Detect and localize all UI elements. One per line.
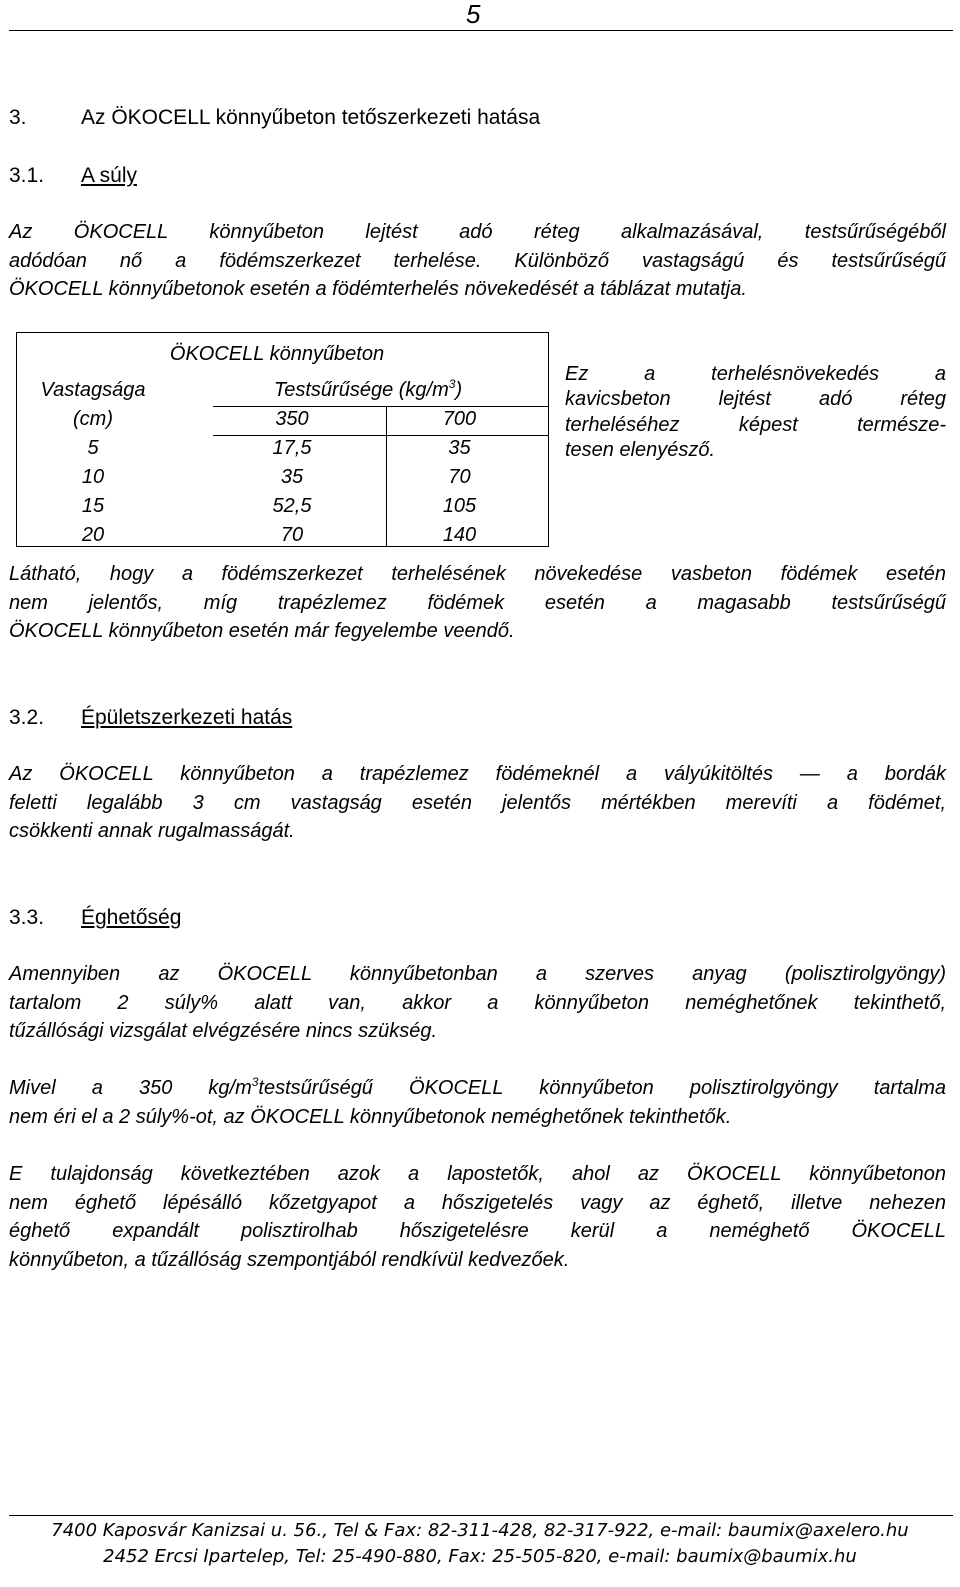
density-350-header: 350 (275, 408, 309, 430)
section-title: Az ÖKOCELL könnyűbeton tetőszerkezeti hatása (81, 106, 541, 129)
paragraph-line: Amennyiben az ÖKOCELL könnyűbetonban a szerves anyag (polisztirolgyöngy) (9, 963, 946, 985)
table-cell: 20 (81, 524, 105, 546)
table-cell: 140 (442, 524, 477, 546)
table-header-top: ÖKOCELL könnyűbeton (169, 343, 385, 365)
section-number: 3.1. (9, 164, 45, 187)
paragraph-line: nem jelentős, míg trapézlemez födémek esetén a magasabb testsűrűségű (9, 591, 946, 614)
thickness-header: Vastagsága (40, 379, 146, 401)
paragraph-line: tűzállósági vizsgálat elvégzésére nincs szükség. (9, 1020, 437, 1043)
paragraph-line: Mivel a 350 $kg/m^3testsűrűségű$ ÖKOCELL könnyűbeton polisztirolgyöngy tartalma (9, 1075, 947, 1099)
table-cell: 105 (442, 495, 477, 517)
paragraph-line: feletti legalább 3 cm vastagság esetén jelentős mértékben merevíti a födémet, (9, 791, 946, 814)
section-3-2-paragraph (9, 760, 946, 846)
table-cell: 70 (280, 524, 304, 546)
paragraph-line: nem éghető lépésálló kőzetgyapot a hőszigetelés vagy az éghető, illetve nehezen (9, 1191, 946, 1214)
section-3-2-heading (9, 706, 946, 730)
paragraph-line: adódóan nő a födémszerkezet terhelése. Különböző vastagságú és testsűrűségű (9, 249, 946, 272)
paragraph-line: Az ÖKOCELL könnyűbeton a trapézlemez födémeknél a vályúkitöltés — a bordák (9, 763, 946, 785)
load-table (16, 332, 549, 547)
thickness-unit: (cm) (73, 408, 113, 430)
paragraph-line: tartalom 2 súly% alatt van, akkor a könnyűbeton neméghetőnek tekinthető, (9, 991, 946, 1014)
footer-address-1: 7400 Kaposvár Kanizsai u. 56., Tel & Fax: 82-311-428, 82-317-922, e-mail: baumix@axelero.hu (51, 1520, 909, 1541)
density-header: Testsűrűsége $(kg/m^3)$ (273, 377, 463, 401)
paragraph-line: nem éri el a 2 súly%-ot, az ÖKOCELL könnyűbetonok neméghetőnek tekinthetők. (9, 1105, 732, 1128)
section-3-1-heading (9, 164, 946, 188)
table-cell: 35 (280, 466, 304, 488)
section-3-heading (9, 106, 946, 130)
table-cell: 15 (81, 495, 105, 517)
section-3-3-paragraph-3 (9, 1160, 946, 1274)
section-3-3-paragraph-1 (9, 960, 946, 1046)
paragraph-line: Az ÖKOCELL könnyűbeton lejtést adó réteg alkalmazásával, testsűrűségéből (9, 221, 946, 243)
footer-address-2: 2452 Ercsi Ipartelep, Tel: 25-490-880, Fax: 25-505-820, e-mail: baumix@baumix.hu (103, 1546, 857, 1567)
table-cell: 52,5 (272, 495, 312, 517)
conclusion-paragraph (9, 560, 946, 646)
table-cell: 17,5 (272, 437, 312, 459)
table-cell: 5 (87, 437, 99, 459)
section-title: Éghetőség (81, 906, 182, 929)
paragraph-line: ÖKOCELL könnyűbetonok esetén a födémterhelés növekedését a táblázat mutatja. (9, 278, 747, 301)
section-number: 3.3. (9, 906, 45, 929)
header-rule (9, 30, 953, 31)
section-3-3-paragraph-2 (9, 1074, 946, 1131)
density-700-header: 700 (442, 408, 477, 430)
side-note-line: Ez a terhelésnövekedés a (565, 363, 946, 385)
paragraph-line: Látható, hogy a födémszerkezet terhelésének növekedése vasbeton födémek esetén (9, 563, 946, 585)
paragraph-line: könnyűbeton, a tűzállóság szempontjából rendkívül kedvezőek. (9, 1248, 570, 1271)
table-cell: 35 (448, 437, 471, 459)
side-note-line: terheléséhez képest természe- (565, 413, 946, 436)
section-title: A súly (81, 164, 138, 187)
paragraph-line: éghető expandált polisztirolhab hőszigetelésre kerül a neméghető ÖKOCELL (9, 1220, 946, 1243)
table-cell: 10 (81, 466, 105, 488)
paragraph-line: E tulajdonság következtében azok a lapostetők, ahol az ÖKOCELL könnyűbetonon (9, 1163, 946, 1185)
section-number: 3.2. (9, 706, 45, 729)
section-3-1-paragraph (9, 218, 946, 304)
table-cell: 70 (448, 466, 471, 488)
paragraph-line: csökkenti annak rugalmasságát. (9, 820, 295, 843)
footer-rule (9, 1515, 953, 1516)
section-3-3-heading (9, 906, 946, 930)
side-note (565, 362, 946, 463)
section-number: 3. (9, 106, 27, 129)
paragraph-line: ÖKOCELL könnyűbeton esetén már fegyelembe veendő. (9, 620, 515, 643)
page-number: 5 (466, 0, 481, 29)
section-title: Épületszerkezeti hatás (81, 706, 293, 729)
side-note-line: kavicsbeton lejtést adó réteg (565, 388, 946, 411)
side-note-line: tesen elenyésző. (565, 438, 716, 461)
